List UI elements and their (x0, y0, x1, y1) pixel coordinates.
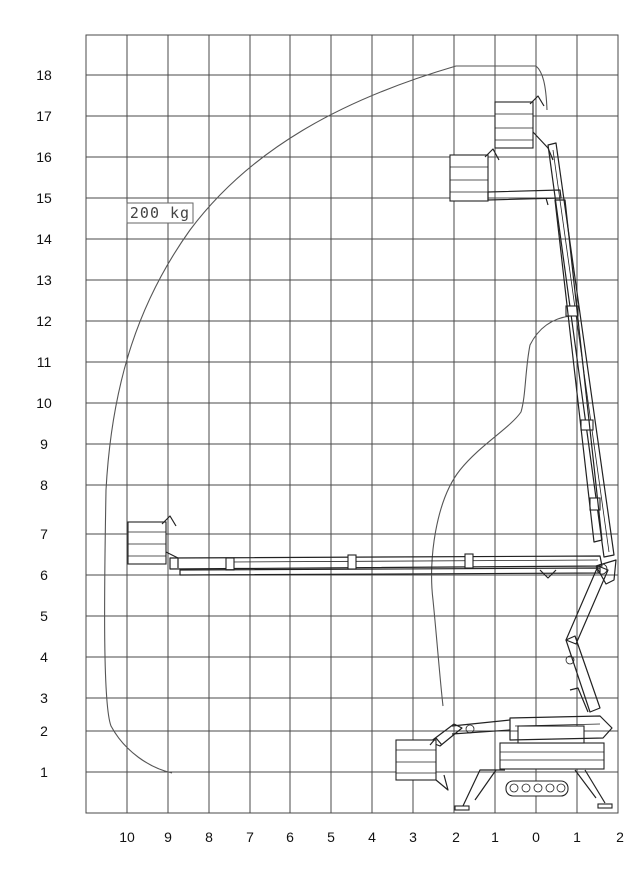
x-tick-label: 2 (452, 829, 460, 845)
x-axis-labels (119, 829, 624, 845)
x-tick-label: 4 (368, 829, 376, 845)
platform-basket-icon (495, 96, 553, 160)
crawler-track-icon (506, 781, 568, 796)
horizontal-boom (128, 516, 602, 578)
y-tick-label: 17 (36, 108, 52, 124)
y-tick-label: 11 (36, 354, 52, 370)
y-tick-label: 4 (40, 649, 48, 665)
load-capacity-text: 200 kg (129, 204, 191, 222)
x-tick-label: 8 (205, 829, 213, 845)
y-tick-label: 13 (36, 272, 52, 288)
y-tick-label: 1 (40, 764, 48, 780)
y-tick-label: 9 (40, 436, 48, 452)
inner-working-envelope (432, 316, 570, 706)
x-tick-label: 10 (119, 829, 135, 845)
y-tick-label: 10 (36, 395, 52, 411)
x-tick-label: 6 (286, 829, 294, 845)
lower-boom (566, 560, 616, 712)
y-tick-label: 15 (36, 190, 52, 206)
machine-base (396, 716, 612, 810)
x-tick-label: 2 (616, 829, 624, 845)
y-tick-label: 5 (40, 608, 48, 624)
grid (86, 35, 618, 813)
y-tick-label: 12 (36, 313, 52, 329)
x-tick-label: 0 (532, 829, 540, 845)
x-tick-label: 3 (409, 829, 417, 845)
vertical-boom (450, 96, 614, 557)
load-label (127, 203, 193, 223)
y-tick-label: 18 (36, 67, 52, 83)
y-tick-label: 6 (40, 567, 48, 583)
x-tick-label: 1 (573, 829, 581, 845)
y-tick-label: 7 (40, 526, 48, 542)
y-axis-labels (36, 67, 52, 780)
y-tick-label: 2 (40, 723, 48, 739)
y-tick-label: 16 (36, 149, 52, 165)
x-tick-label: 5 (327, 829, 335, 845)
y-tick-label: 3 (40, 690, 48, 706)
x-tick-label: 1 (491, 829, 499, 845)
y-tick-label: 8 (40, 477, 48, 493)
x-tick-label: 7 (246, 829, 254, 845)
x-tick-label: 9 (164, 829, 172, 845)
y-tick-label: 14 (36, 231, 52, 247)
